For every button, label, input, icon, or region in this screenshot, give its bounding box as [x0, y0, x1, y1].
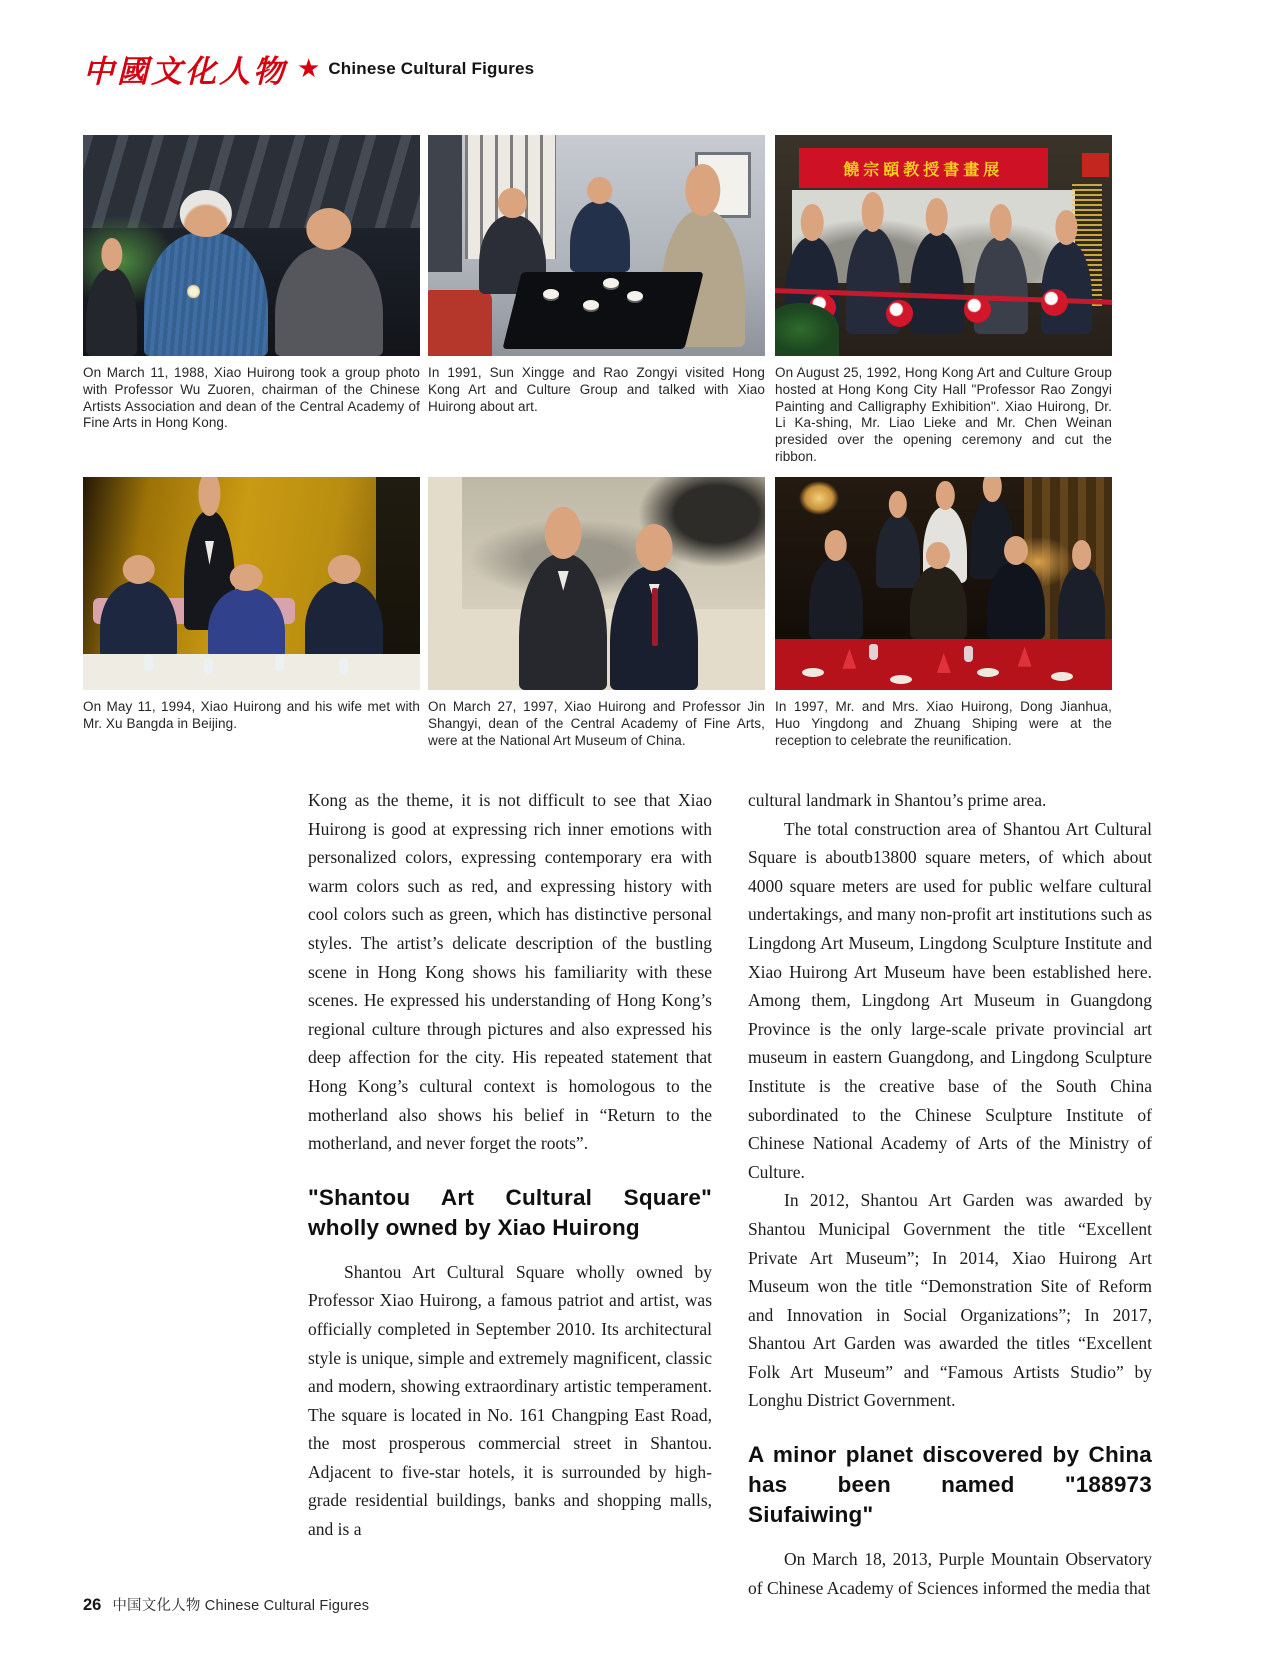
drinking-glass: [204, 659, 213, 675]
photo-caption: On March 11, 1988, Xiao Huirong took a group photo with Professor Wu Zuoren, chairman of the Chinese Artists Association and dean of the Central Academy of Fine Arts in Hong Kong.: [83, 365, 420, 431]
banner-text: 饒宗頤教授書畫展: [843, 161, 1004, 179]
person-figure: [987, 562, 1044, 639]
person-figure: [910, 232, 964, 334]
paragraph: The total construction area of Shantou Art Cultural Square is aboutb13800 square meters, of which about 4000 square meters are used for public welfare cultural undertakings, and many non-profit art institutions such as Lingdong Art Museum, Lingdong Sculpture Institute and Xiao Huirong Art Museum have been established here. Among them, Lingdong Art Museum in Guangdong Province is the only large-scale private provincial art museum in eastern Guangdong, and Lingdong Sculpture Institute is the creative base of the South China subordinated to the Chinese Sculpture Institute of Chinese National Academy of Arts of the Ministry of Culture.: [748, 818, 1152, 1182]
magazine-logo-english: Chinese Cultural Figures: [328, 58, 535, 78]
paragraph-continuation: cultural landmark in Shantou’s prime area.: [748, 790, 1047, 810]
drinking-glass: [144, 655, 153, 671]
person-figure: [305, 581, 383, 658]
wine-glass: [964, 646, 973, 662]
ribbon-rosette: [964, 296, 991, 323]
ink-painting: [462, 477, 765, 609]
page-footer: [83, 1594, 369, 1615]
paragraph-continuation: Kong as the theme, it is not difficult to see that Xiao Huirong is good at expressing rich inner emotions with personalized colors, expressing contemporary era with warm colors such as red, and expressing history with cool colors such as green, which has distinctive personal styles. The artist’s delicate description of the bustling scene in Hong Kong shows his familiarity with these scenes. He expressed his understanding of Hong Kong’s regional culture through pictures and also expressed his deep affection for the city. His repeated statement that Hong Kong’s cultural context is homologous to the motherland also shows his belief in “Return to the motherland, and never forget the roots”.: [308, 790, 712, 1154]
person-figure: [100, 581, 178, 658]
masthead: [83, 46, 534, 91]
dish: [890, 675, 912, 684]
person-figure: [570, 201, 631, 272]
photo-figure-1992-ribbon: [775, 135, 1112, 466]
photo-1992-ribbon-cutting: [775, 135, 1112, 356]
paragraph: Shantou Art Cultural Square wholly owned by Professor Xiao Huirong, a famous patriot and artist, was officially completed in September 2010. Its architectural style is unique, simple and extremely magnificent, classic and modern, showing extraordinary artistic temperament. The square is located in No. 161 Changping East Road, the most prosperous commercial street in Shantou. Adjacent to five-star hotels, it is surrounded by high-grade residential buildings, banks and shopping malls, and is a: [308, 1261, 712, 1540]
person-figure: [275, 246, 383, 357]
chandelier-lamp: [799, 481, 839, 515]
person-figure: [876, 515, 920, 587]
photo-figure-1994-beijing: [83, 477, 420, 733]
article-column-left: [308, 786, 712, 1544]
photo-caption: In 1997, Mr. and Mrs. Xiao Huirong, Dong Jianhua, Huo Yingdong and Zhuang Shiping were at the reception to celebrate the reunification.: [775, 699, 1112, 748]
photo-caption: On May 11, 1994, Xiao Huirong and his wife met with Mr. Xu Bangda in Beijing.: [83, 699, 420, 731]
tea-cup: [543, 289, 559, 299]
paragraph: In 2012, Shantou Art Garden was awarded by Shantou Municipal Government the title “Excellent Private Art Museum”; In 2014, Xiao Huirong Art Museum won the title “Demonstration Site of Reform and Innovation in Social Organizations”; In 2017, Shantou Art Garden was awarded the titles “Excellent Folk Art Museum” and “Famous Artists Studio” by Longhu District Government.: [748, 1190, 1152, 1411]
photo-figure-1997-museum: [428, 477, 765, 749]
person-figure: [809, 558, 863, 639]
magazine-logo-chinese: 中國文化人物: [83, 54, 287, 89]
photo-caption: On August 25, 1992, Hong Kong Art and Culture Group hosted at Hong Kong City Hall "Professor Rao Zongyi Painting and Calligraphy Exhibition". Xiao Huirong, Dr. Li Ka-shing, Mr. Liao Lieke and Mr. Chen Weinan presided over the opening ceremony and cut the ribbon.: [775, 365, 1112, 464]
wine-glass: [869, 644, 878, 660]
photo-1988-group: [83, 135, 420, 356]
red-chair: [428, 290, 492, 356]
photo-1994-beijing: [83, 477, 420, 690]
photo-1997-reception: [775, 477, 1112, 690]
photo-caption: In 1991, Sun Xingge and Rao Zongyi visited Hong Kong Art and Culture Group and talked with Xiao Huirong about art.: [428, 365, 765, 414]
drinking-glass: [275, 655, 284, 671]
person-figure: [1041, 241, 1092, 334]
photo-1991-visit: [428, 135, 765, 356]
tea-cup: [603, 278, 619, 288]
photo-figure-1997-reception: [775, 477, 1112, 749]
photo-figure-1991-visit: [428, 135, 765, 415]
person-figure: [910, 566, 967, 638]
person-figure: [144, 232, 269, 356]
photo-caption: On March 27, 1997, Xiao Huirong and Professor Jin Shangyi, dean of the Central Academy of Fine Arts, were at the National Art Museum of China.: [428, 699, 765, 748]
paragraph: On March 18, 2013, Purple Mountain Observatory of Chinese Academy of Sciences informed the media that: [748, 1549, 1152, 1598]
exhibition-banner: [799, 148, 1048, 188]
wall-panel: [428, 135, 462, 272]
page-number: 26: [83, 1596, 102, 1614]
photo-1997-museum: [428, 477, 765, 690]
person-figure: [1058, 566, 1105, 643]
drinking-glass: [339, 659, 348, 675]
section-heading-minor-planet: A minor planet discovered by China has been named "188973 Siufaiwing": [748, 1442, 1152, 1528]
tea-cup: [583, 300, 599, 310]
white-tablecloth: [83, 654, 420, 690]
section-heading-shantou-square: "Shantou Art Cultural Square" wholly owned by Xiao Huirong: [308, 1184, 712, 1240]
photo-figure-1988-group: [83, 135, 420, 432]
red-lantern: [1082, 153, 1109, 177]
tea-cup: [627, 291, 643, 301]
footer-title: 中国文化人物 Chinese Cultural Figures: [112, 1598, 370, 1614]
red-tie: [652, 588, 658, 646]
article-column-right: [748, 786, 1152, 1602]
star-icon: ★: [297, 53, 321, 83]
